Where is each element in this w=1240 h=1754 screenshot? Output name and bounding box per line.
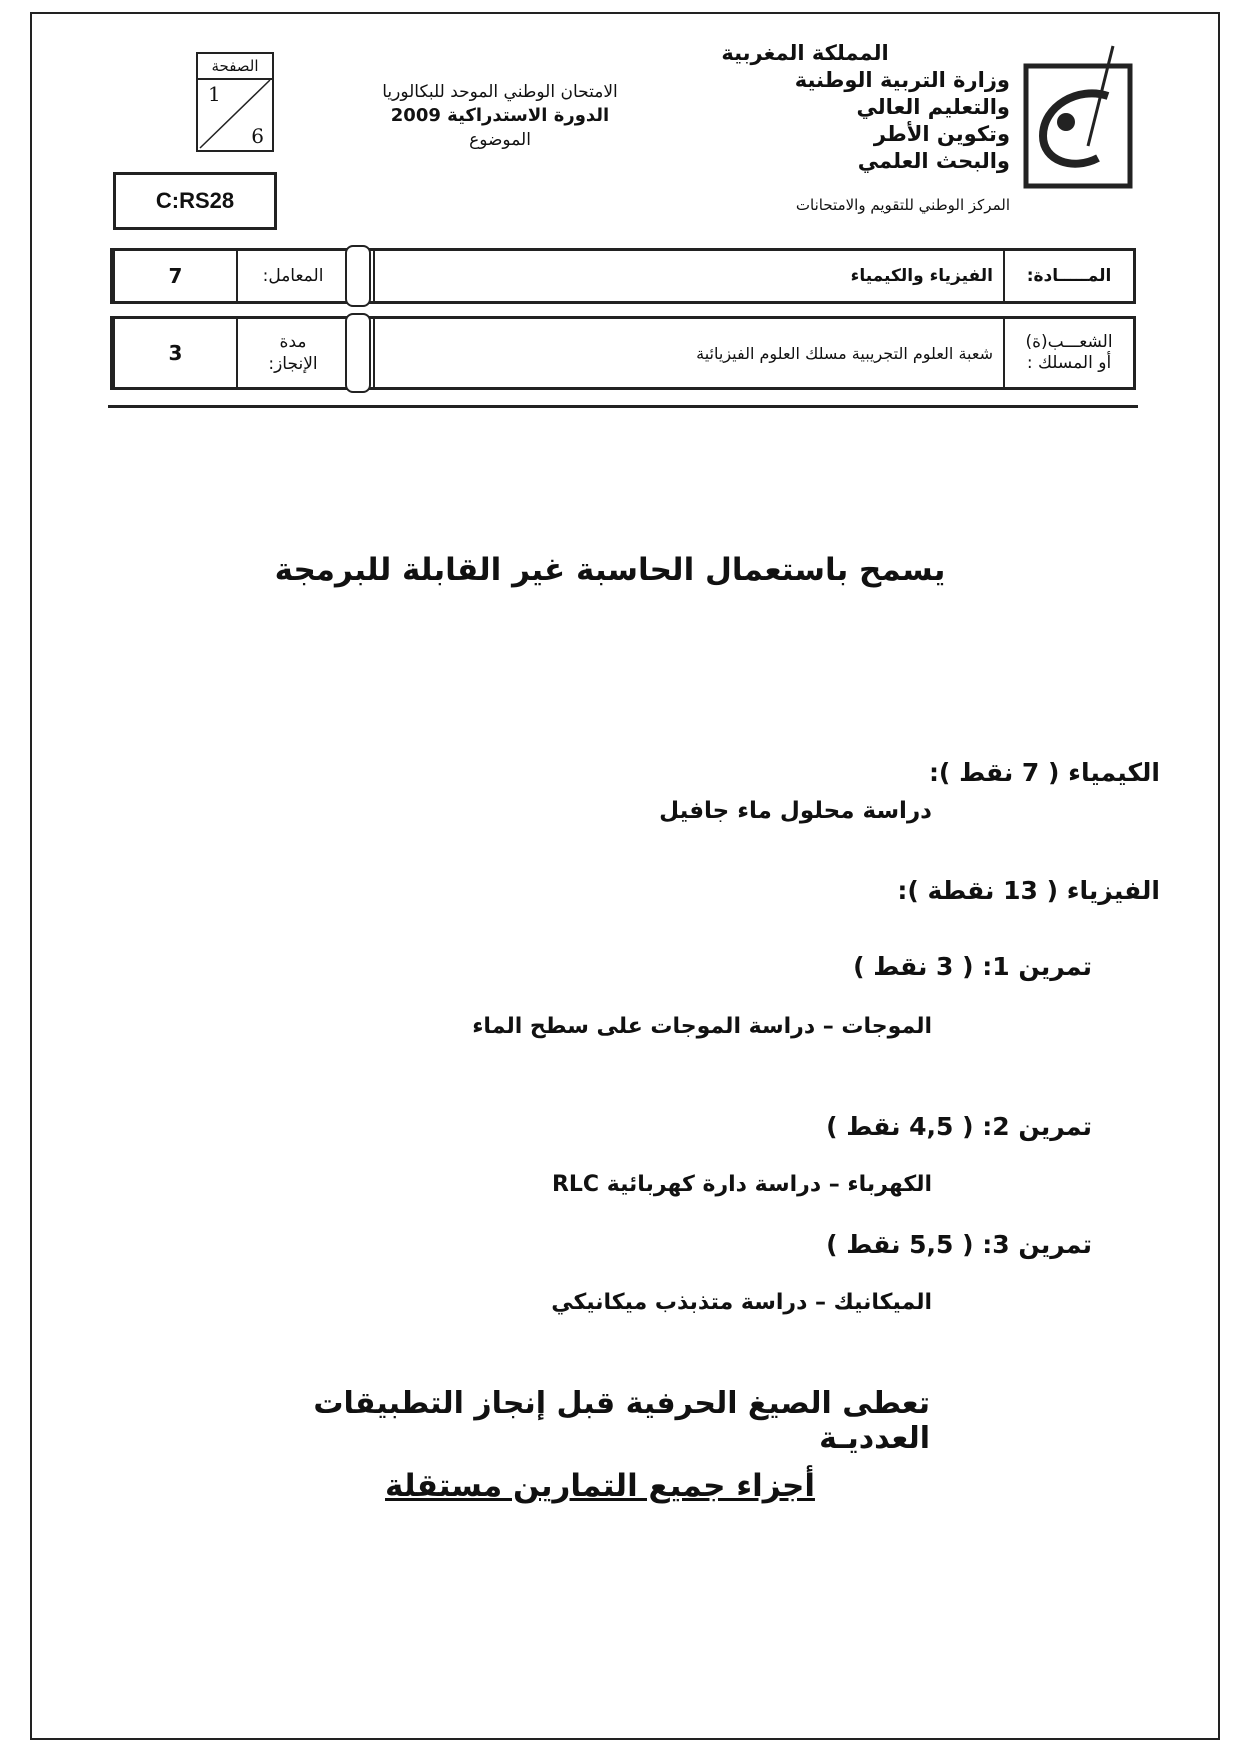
ministry-line: والبحث العلمي: [857, 149, 1010, 173]
header-divider: [108, 405, 1138, 408]
scroll-ornament: [345, 313, 371, 393]
exercise-2-topic: الكهرباء – دراسة دارة كهربائية RLC: [551, 1172, 932, 1197]
page-current: 1: [208, 82, 221, 106]
ministry-line: وزارة التربية الوطنية: [794, 68, 1010, 92]
exercise-1-topic: الموجات – دراسة الموجات على سطح الماء: [472, 1014, 932, 1039]
duration-value: 3: [113, 319, 236, 387]
exam-subject-label: الموضوع: [469, 130, 531, 150]
ministry-line: وتكوين الأطر: [873, 122, 1010, 146]
subject-value: الفيزياء والكيمياء: [373, 251, 1003, 301]
exam-title: الامتحان الوطني الموحد للبكالوريا: [382, 82, 618, 102]
exercise-3-topic: الميكانيك – دراسة متذبذب ميكانيكي: [551, 1290, 932, 1315]
exam-code: C:RS28: [113, 172, 277, 230]
page-total: 6: [251, 124, 264, 148]
exam-header: [330, 80, 670, 152]
scroll-ornament: [345, 245, 371, 307]
subject-label: المـــــادة:: [1003, 251, 1133, 301]
exercise-3-title: تمرين 3: ( 5,5 نقط ): [826, 1230, 1092, 1259]
coefficient-label: المعامل:: [236, 251, 348, 301]
physics-title: الفيزياء ( 13 نقطة ):: [897, 876, 1160, 905]
branch-label-line: أو المسلك :: [1026, 353, 1112, 373]
duration-label-line: الإنجاز:: [268, 354, 318, 374]
subject-row: [110, 248, 1136, 304]
duration-label: [236, 319, 348, 387]
coefficient-value: 7: [113, 251, 236, 301]
ministry-line: المملكة المغربية: [721, 41, 889, 65]
ministry-heading: [660, 40, 1010, 175]
branch-value: شعبة العلوم التجريبية مسلك العلوم الفيزيائية: [373, 319, 1003, 387]
page-counter-box: [196, 52, 274, 152]
exam-center-name: المركز الوطني للتقويم والامتحانات: [795, 196, 1010, 214]
formula-instruction: تعطى الصيغ الحرفية قبل إنجاز التطبيقات العدديـة: [313, 1386, 930, 1456]
ministry-line: والتعليم العالي: [856, 95, 1010, 119]
branch-label: [1003, 319, 1133, 387]
chemistry-topic: دراسة محلول ماء جافيل: [659, 798, 932, 824]
independence-note: أجزاء جميع التمارين مستقلة: [385, 1468, 815, 1504]
branch-label-line: الشعـــب(ة): [1025, 332, 1113, 352]
exam-session: الدورة الاستدراكية 2009: [390, 105, 610, 126]
calculator-note: يسمح باستعمال الحاسبة غير القابلة للبرمجة: [274, 552, 946, 588]
exercise-1-title: تمرين 1: ( 3 نقط ): [853, 952, 1092, 981]
chemistry-title: الكيمياء ( 7 نقط ):: [928, 758, 1160, 787]
duration-label-line: مدة: [279, 332, 307, 352]
branch-row: [110, 316, 1136, 390]
ministry-logo-icon: [1018, 36, 1138, 196]
exercise-2-title: تمرين 2: ( 4,5 نقط ): [826, 1112, 1092, 1141]
page-label: الصفحة: [198, 54, 272, 80]
